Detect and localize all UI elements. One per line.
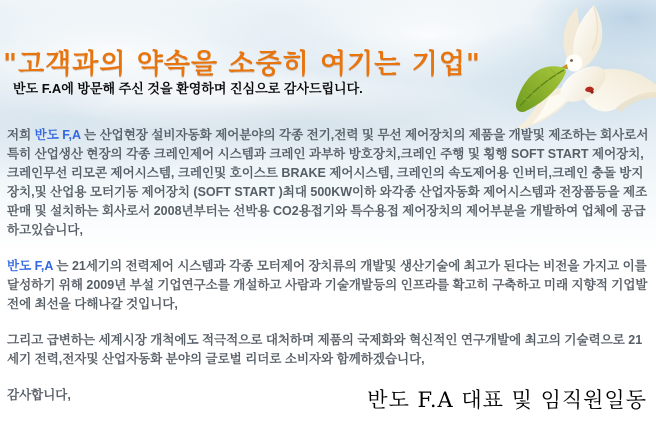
paragraph-thanks: 감사합니다, (7, 388, 71, 402)
brand-name-highlight: 반도 F,A (34, 128, 81, 142)
welcome-subtitle: 반도 F.A에 방문해 주신 것을 환영하며 진심으로 감사드립니다. (13, 81, 363, 96)
paragraph-vision (7, 257, 652, 314)
paragraph-company-intro (7, 126, 652, 240)
ceo-signature: 반도 F.A 대표 및 임직원일동 (367, 388, 647, 412)
page-title: "고객과의 약속을 소중히 여기는 기업" (3, 49, 481, 80)
greeting-body (7, 126, 652, 421)
paragraph-global: 그리고 급변하는 세계시장 개척에도 적극적으로 대처하며 제품의 국제화와 혁신적인 연구개발에 최고의 기술력으로 21세기 전력,전자및 산업자동화 분야의 글로벌 리더로 소비자와 함께하겠습니다, (7, 333, 643, 366)
brand-name-highlight: 반도 F,A (7, 259, 53, 273)
paragraph-1-prefix: 저희 (7, 128, 35, 142)
paragraph-2-text: 는 21세기의 전력제어 시스템과 각종 모터제어 장치류의 개발및 생산기술에 최고가 된다는 비전을 가지고 이를 달성하기 위해 2009년 부설 기업연구소를 개설하고 사람과 기술개발등의 인프라를 확고히 구축하고 미래 지향적 기업발전에 최선을 다해나갈 것입니다, (7, 259, 648, 311)
paragraph-1-text: 는 산업현장 설비자동화 제어분야의 각종 전기,전력 및 무선 제어장치의 제품을 개발및 제조하는 회사로서 특히 산업생산 현장의 각종 크레인제어 시스템과 크레인 과부하 방호장치,크레인 주행 및 횡행 SOFT START 제어장치,크레인무선 리모콘 제어시스템, 크레인및 호이스트 BRAKE 제어시스템, 크레인의 속도제어용 인버터,크레인 충돌 방지장치,및 산업용 모터기동 제어장치 (SOFT START )최대 500KW이하 와각종 산업자동화 제어시스템과 전장품등을 제조 판매 및 설치하는 회사로서 2008년부터는 선박용 CO2용접기와 특수용접 제어장치의 제어부분을 개발하여 업체에 공급 하고있습니다, (7, 128, 649, 237)
